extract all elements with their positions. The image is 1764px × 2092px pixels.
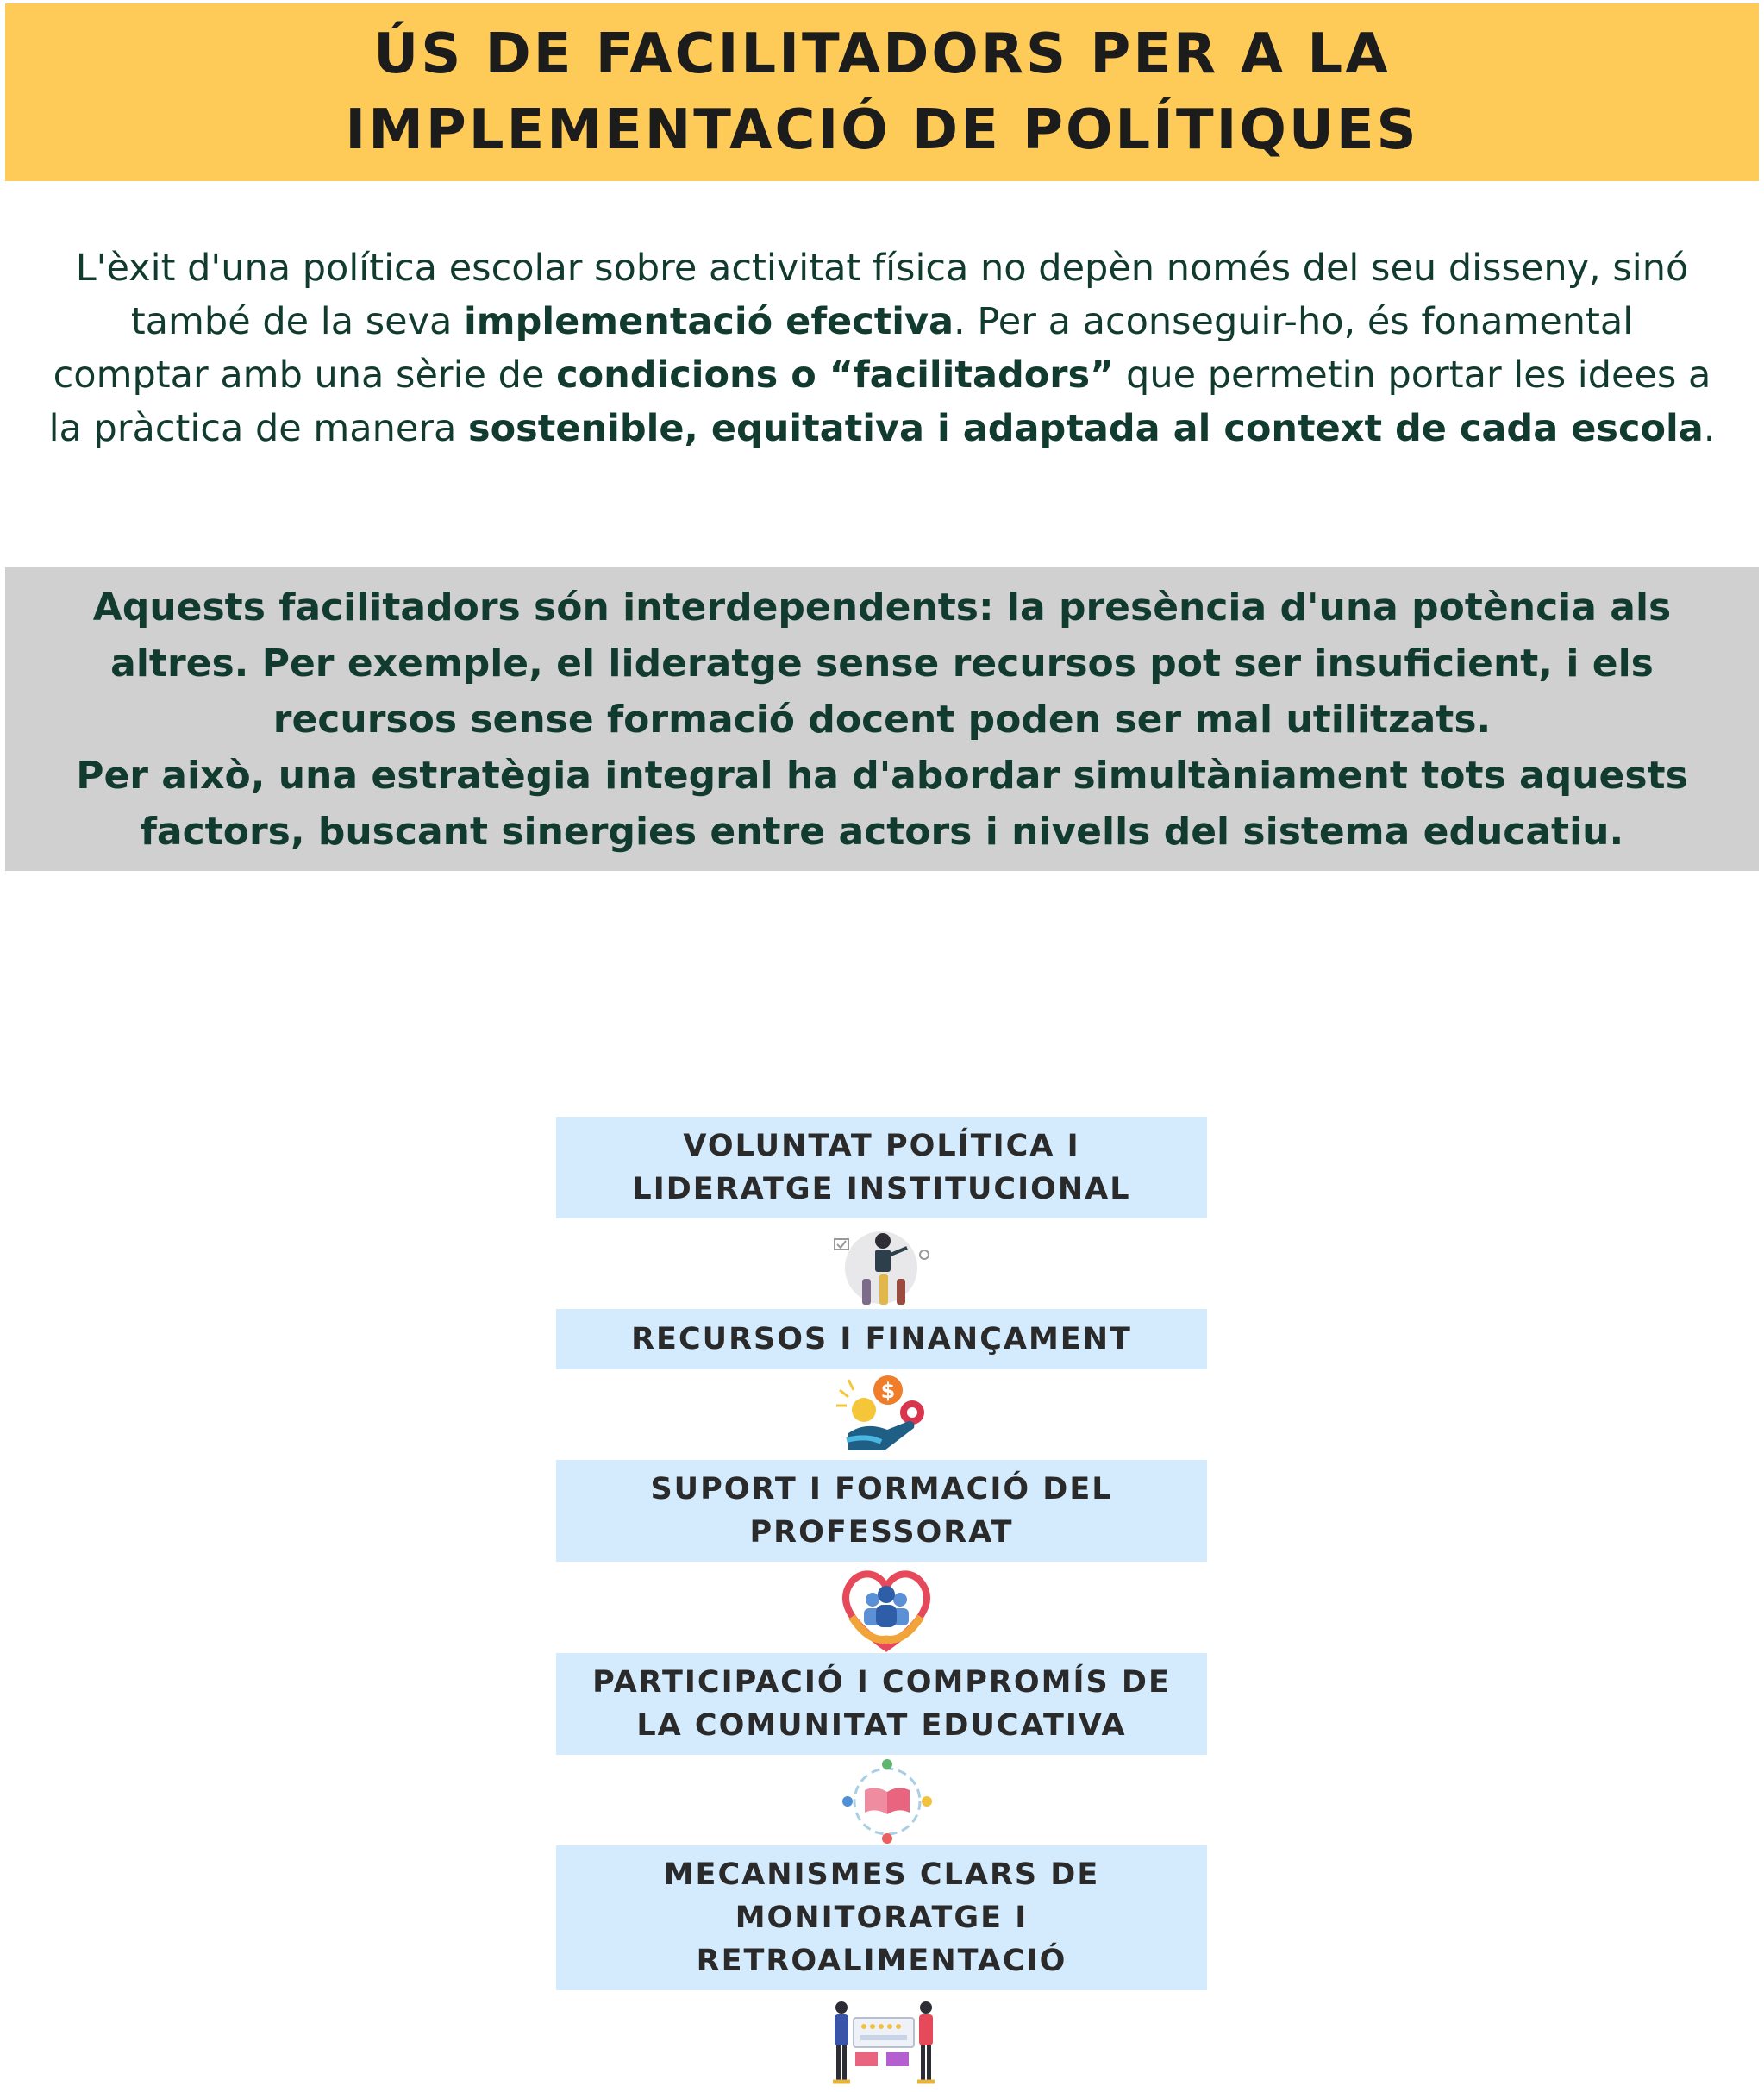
note-line: altres. Per exemple, el lideratge sense recursos pot ser insuficient, i els [110,641,1654,686]
page-title-line-2: IMPLEMENTACIÓ DE POLÍTIQUES [345,98,1419,162]
note-line: recursos sense formació docent poden ser mal utilitzats. [272,697,1492,742]
intro-text: la pràctica de manera [48,407,469,450]
svg-text:$: $ [880,1379,896,1403]
facilitator-label-line: LIDERATGE INSTITUCIONAL [632,1172,1131,1206]
intro-text: . [1703,407,1716,450]
page-title-line-1: ÚS DE FACILITADORS PER A LA [373,22,1391,86]
facilitator-label-line: MECANISMES CLARS DE [663,1857,1100,1892]
facilitator-label-line: PROFESSORAT [749,1515,1014,1550]
facilitator-label-line: MONITORATGE I [735,1901,1029,1935]
facilitator-label-line: PARTICIPACIÓ I COMPROMÍS DE [592,1665,1171,1700]
intro-text: . Per a aconseguir-ho, és fonamental [954,300,1634,343]
facilitator-box-teacher-support [556,1460,1207,1562]
note-line: Aquests facilitadors són interdependents: la presència d'una potència als [92,585,1672,629]
intro-text: que permetin portar les idees a [1114,354,1711,397]
intro-line-2 [26,295,1738,348]
intro-paragraph [26,241,1738,455]
book-community-icon [839,1757,935,1845]
facilitator-label-line: VOLUNTAT POLÍTICA I [683,1129,1080,1163]
feedback-board-people-icon [829,1999,938,2089]
facilitator-label-line: RETROALIMENTACIÓ [696,1944,1067,1978]
facilitator-box-leadership [556,1117,1207,1218]
facilitator-box-community [556,1653,1207,1755]
interdependence-note [5,567,1759,871]
intro-bold-text: sostenible, equitativa i adaptada al context de cada escola [468,407,1704,450]
intro-bold-text: implementació efectiva [464,300,954,343]
hand-money-gear-icon [829,1371,933,1462]
facilitator-box-resources [556,1309,1207,1369]
intro-bold-text: condicions o “facilitadors” [556,354,1115,397]
intro-line-1: L'èxit d'una política escolar sobre activitat física no depèn només del seu disseny, sinó [75,247,1689,290]
intro-line-4 [26,402,1738,455]
facilitator-label-line: LA COMUNITAT EDUCATIVA [636,1708,1127,1743]
heart-hands-people-icon [838,1565,935,1653]
facilitator-label-line: RECURSOS I FINANÇAMENT [631,1322,1132,1356]
facilitator-label-line: SUPORT I FORMACIÓ DEL [650,1472,1113,1506]
page-header [5,3,1759,181]
note-line: Per això, una estratègia integral ha d'abordar simultàniament tots aquests [76,753,1688,798]
facilitator-box-monitoring [556,1845,1207,1990]
note-line: factors, buscant sinergies entre actors i nivells del sistema educatiu. [140,809,1624,854]
intro-text: també de la seva [130,300,465,343]
intro-text: comptar amb una sèrie de [53,354,557,397]
intro-line-3 [26,348,1738,402]
leader-presenting-icon [828,1229,935,1306]
